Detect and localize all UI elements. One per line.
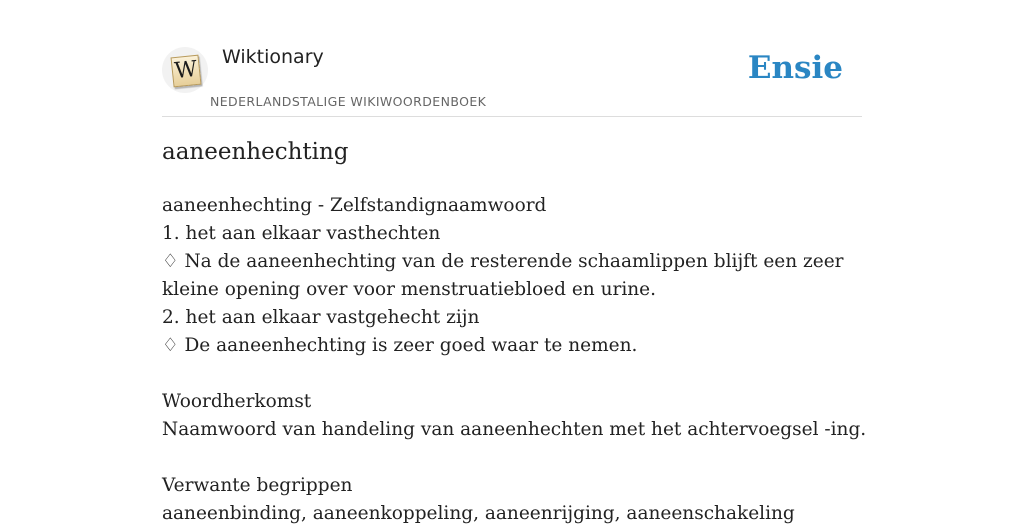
- page-title: aaneenhechting: [162, 139, 349, 165]
- example-1: ♢ Na de aaneenhechting van de resterende schaamlippen blijft een zeer kleine opening over voor menstruatiebloed en urine.: [162, 251, 844, 300]
- spacer: [162, 444, 862, 472]
- definition-1: 1. het aan elkaar vasthechten: [162, 223, 441, 244]
- related-terms: aaneenbinding, aaneenkoppeling, aaneenrijging, aaneenschakeling: [162, 503, 795, 524]
- logo-tile: W: [171, 55, 202, 88]
- related-heading: Verwante begrippen: [162, 475, 353, 496]
- etymology-text: Naamwoord van handeling van aaneenhechten met het achtervoegsel -ing.: [162, 419, 867, 440]
- site-name[interactable]: Wiktionary: [222, 46, 324, 68]
- entry-heading: aaneenhechting - Zelfstandignaamwoord: [162, 195, 547, 216]
- entry-content: [162, 192, 867, 528]
- site-subtitle: NEDERLANDSTALIGE WIKIWOORDENBOEK: [210, 94, 487, 109]
- wiktionary-logo-icon[interactable]: [162, 47, 208, 93]
- definition-2: 2. het aan elkaar vastgehecht zijn: [162, 307, 480, 328]
- example-2: ♢ De aaneenhechting is zeer goed waar te nemen.: [162, 335, 638, 356]
- etymology-heading: Woordherkomst: [162, 391, 312, 412]
- site-header: [162, 0, 862, 117]
- brand-logo[interactable]: Ensie: [747, 50, 843, 86]
- spacer: [162, 360, 862, 388]
